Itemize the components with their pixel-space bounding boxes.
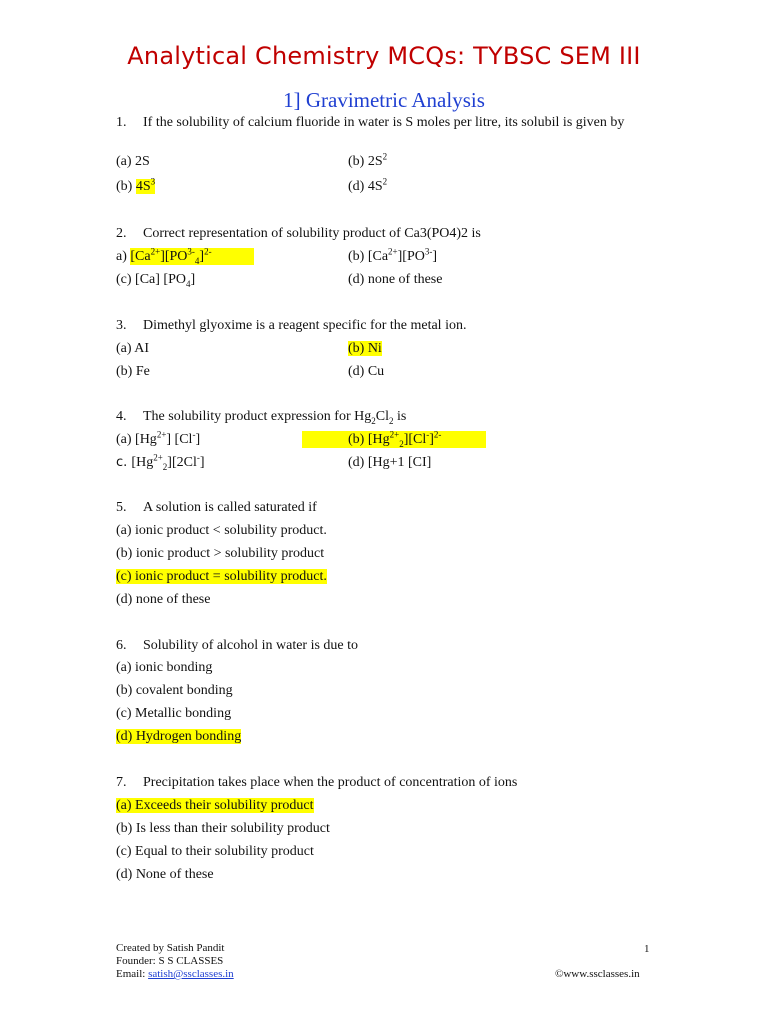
question-7 xyxy=(116,774,517,791)
question-3 xyxy=(116,317,466,334)
question-2 xyxy=(116,225,481,242)
option-c: (b) Fe xyxy=(116,364,150,379)
question-text: Correct representation of solubility product of Ca3(PO4)2 is xyxy=(143,226,481,241)
question-text: A solution is called saturated if xyxy=(143,500,317,515)
email-link[interactable]: satish@ssclasses.in xyxy=(148,968,234,980)
question-text: The solubility product expression for $Hg_2Cl_2$ is xyxy=(143,409,407,426)
question-text: Dimethyl glyoxime is a reagent specific for the metal ion. xyxy=(143,318,467,333)
question-number: 5. xyxy=(116,500,127,515)
footer-website: ©www.ssclasses.in xyxy=(555,968,640,980)
option-b: (b) covalent bonding xyxy=(116,683,233,698)
option-b: (b) $[Ca^{2+}][PO^{3-}]$ xyxy=(348,246,438,264)
footer-created-by: Created by Satish Pandit xyxy=(116,942,225,954)
option-a: (a) ionic product < solubility product. xyxy=(116,523,327,538)
question-text: If the solubility of calcium fluoride in water is S moles per litre, its solubil is given by xyxy=(143,115,625,130)
option-b: (b) ionic product > solubility product xyxy=(116,546,325,561)
question-6 xyxy=(116,637,358,654)
option-c: (c) Metallic bonding xyxy=(116,706,232,721)
option-d: (d) None of these xyxy=(116,867,214,882)
question-number: 2. xyxy=(116,226,127,241)
option-b xyxy=(348,340,382,357)
question-number: 6. xyxy=(116,638,127,653)
question-5 xyxy=(116,499,317,516)
answer-highlight: $4S^3$ xyxy=(135,176,156,194)
option-b xyxy=(302,431,486,448)
option-c: (c) Equal to their solubility product xyxy=(116,844,314,859)
option-c: c. $[Hg^{2+}_2][2Cl^-]$ xyxy=(116,452,205,472)
answer-highlight: (b) Ni xyxy=(348,341,382,356)
option-b: (b) $2S^2$ xyxy=(348,151,388,169)
option-d xyxy=(116,728,241,745)
answer-highlight: (b) $[Hg^{2+}_2][Cl^-]^{2-}$ xyxy=(302,431,486,448)
option-c: (c) [Ca] $[PO_4]$ xyxy=(116,272,196,289)
option-a: (a) ionic bonding xyxy=(116,660,213,675)
question-text: Precipitation takes place when the product of concentration of ions xyxy=(143,775,518,790)
question-text: Solubility of alcohol in water is due to xyxy=(143,638,359,653)
page-number: 1 xyxy=(644,943,650,955)
footer-email: Email: satish@ssclasses.in xyxy=(116,968,234,980)
answer-highlight: (c) ionic product = solubility product. xyxy=(116,569,327,584)
document-title: Analytical Chemistry MCQs: TYBSC SEM III xyxy=(127,42,641,70)
option-d: (d) none of these xyxy=(348,272,443,287)
footer-founder: Founder: S S CLASSES xyxy=(116,955,224,967)
question-number: 3. xyxy=(116,318,127,333)
option-d: (d) $4S^2$ xyxy=(348,176,388,194)
option-d: (d) [Hg+1 [CI] xyxy=(348,455,432,470)
option-a: (a) $[Hg^{2+}]$ [Cl-] xyxy=(116,429,201,447)
option-c: (b) $4S^3$ xyxy=(116,176,156,194)
section-heading: 1] Gravimetric Analysis xyxy=(283,88,485,112)
question-4 xyxy=(116,408,406,425)
question-number: 1. xyxy=(116,115,127,130)
option-b: (b) Is less than their solubility product xyxy=(116,821,330,836)
question-number: 7. xyxy=(116,775,127,790)
option-a: (a) 2S xyxy=(116,154,150,169)
answer-highlight: (a) Exceeds their solubility product xyxy=(116,798,314,813)
question-1 xyxy=(116,114,636,131)
option-a: a) $[Ca^{2+}][PO^{3-}_4]^{2-}$ xyxy=(116,248,254,265)
answer-highlight: (d) Hydrogen bonding xyxy=(116,729,242,744)
option-d: (d) Cu xyxy=(348,364,385,379)
option-a: (a) AI xyxy=(116,341,150,356)
answer-highlight: $[Ca^{2+}][PO^{3-}_4]^{2-}$ xyxy=(130,248,254,265)
question-number: 4. xyxy=(116,409,127,424)
option-d: (d) none of these xyxy=(116,592,211,607)
option-a xyxy=(116,797,314,814)
option-c xyxy=(116,568,327,585)
